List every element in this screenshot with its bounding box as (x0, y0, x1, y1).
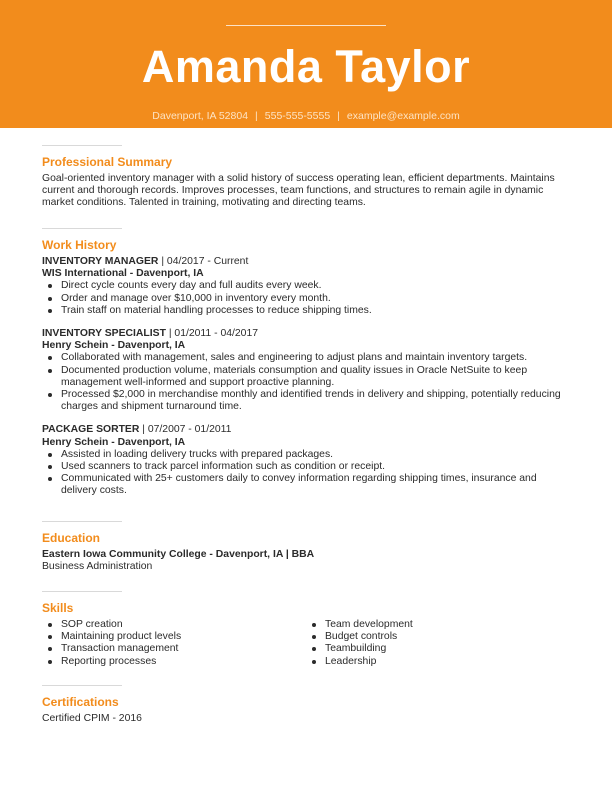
education-section (42, 521, 572, 573)
contact-email[interactable]: example@example.com (346, 110, 460, 122)
skills-section (42, 591, 572, 668)
job-position: PACKAGE SORTER (42, 424, 140, 436)
job-entry (42, 256, 572, 317)
job-dates: | 07/2007 - 01/2011 (139, 424, 232, 436)
section-divider (42, 228, 122, 229)
skill-item: Budget controls (306, 631, 570, 643)
job-title-line (42, 424, 572, 436)
skill-item: SOP creation (42, 619, 306, 631)
certification-item: Certified CPIM - 2016 (42, 713, 142, 724)
job-company: Henry Schein - Davenport, IA (42, 436, 186, 448)
certifications-section (42, 685, 572, 725)
skill-item: Transaction management (42, 643, 306, 655)
skills-title: Skills (42, 601, 74, 615)
job-bullet: Assisted in loading delivery trucks with prepared packages. (42, 449, 572, 461)
header-divider (226, 25, 386, 26)
contact-line (0, 109, 612, 123)
candidate-name: Amanda Taylor (141, 41, 471, 92)
skills-columns (42, 619, 572, 668)
job-bullet: Used scanners to track parcel information such as condition or receipt. (42, 461, 572, 473)
job-bullet: Collaborated with management, sales and engineering to adjust plans and maintain inventory targets. (42, 352, 572, 364)
job-company: Henry Schein - Davenport, IA (42, 340, 186, 352)
section-divider (42, 685, 122, 686)
job-entry (42, 424, 572, 497)
education-field: Business Administration (42, 561, 153, 573)
summary-section (42, 145, 572, 210)
skill-item: Maintaining product levels (42, 631, 306, 643)
contact-separator: | (337, 110, 340, 122)
education-school: Eastern Iowa Community College - Davenport, IA | BBA (42, 549, 315, 560)
education-title: Education (42, 531, 101, 545)
skill-item: Team development (306, 619, 570, 631)
contact-phone: 555-555-5555 (264, 110, 331, 122)
job-title-line (42, 256, 572, 268)
job-bullet: Train staff on material handling processes to reduce shipping times. (42, 305, 572, 317)
summary-title: Professional Summary (42, 155, 173, 169)
section-divider (42, 591, 122, 592)
job-bullet: Direct cycle counts every day and full audits every week. (42, 280, 572, 292)
certifications-title: Certifications (42, 695, 119, 709)
job-company: WIS International - Davenport, IA (42, 268, 204, 280)
job-entry (42, 328, 572, 413)
job-title-line (42, 328, 572, 340)
job-dates: | 04/2017 - Current (158, 256, 249, 267)
work-history-section (42, 228, 572, 509)
job-bullets (42, 352, 572, 413)
skill-item: Leadership (306, 656, 570, 668)
work-history-title: Work History (42, 238, 117, 252)
job-bullets (42, 280, 572, 317)
job-bullet: Communicated with 25+ customers daily to convey information regarding shipping times, insurance and delivery costs. (42, 473, 572, 497)
skills-column-left (42, 619, 306, 668)
summary-text: Goal-oriented inventory manager with a solid history of success operating lean, efficient departments. Maintains current and thorough records. Improves processes, team functions, and structures to remain agile in dynamic market conditions. Talented in training, motivating and directing teams. (42, 173, 555, 209)
section-divider (42, 145, 122, 146)
job-position: INVENTORY MANAGER (42, 256, 159, 267)
job-dates: | 01/2011 - 04/2017 (165, 328, 259, 340)
job-bullets (42, 449, 572, 498)
contact-separator: | (255, 110, 258, 122)
skill-item: Teambuilding (306, 643, 570, 655)
job-bullet: Documented production volume, materials consumption and quality issues in Oracle NetSuite to keep management well-informed and support proactive planning. (42, 365, 572, 389)
section-divider (42, 521, 122, 522)
job-bullet: Order and manage over $10,000 in inventory every month. (42, 293, 572, 305)
resume-header (0, 0, 612, 128)
job-position: INVENTORY SPECIALIST (42, 328, 166, 340)
contact-city: Davenport, IA 52804 (152, 110, 249, 122)
job-bullet: Processed $2,000 in merchandise monthly and identified trends in delivery and shipping, potentially reducing charges and shipment turnaround time. (42, 389, 572, 413)
skills-column-right (306, 619, 570, 668)
skill-item: Reporting processes (42, 656, 306, 668)
